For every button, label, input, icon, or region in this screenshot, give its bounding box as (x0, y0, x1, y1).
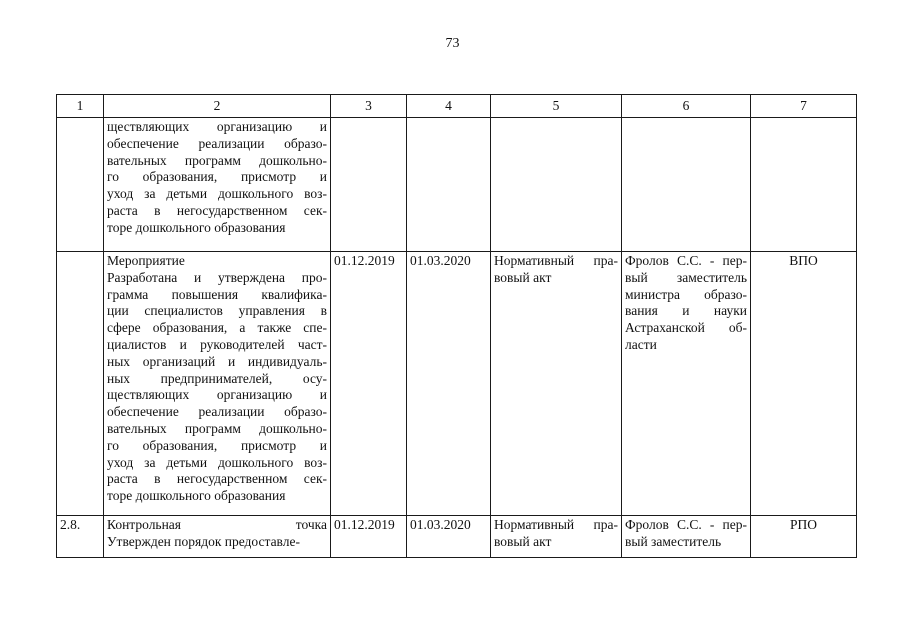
cell-description-line: торе дошкольного образования (107, 488, 286, 504)
cell-description-line: обеспечение реализации образо- (107, 135, 327, 151)
cell-description-line: грамма повышения квалифика- (107, 286, 327, 302)
cell-description-line: уход за детьми дошкольного воз- (107, 186, 327, 202)
table-row (57, 118, 857, 252)
cell-result-type-line: Нормативный пра- (494, 517, 618, 532)
cell-description-line: Контрольная точка (107, 517, 327, 532)
cell-start-date: 01.12.2019 (331, 516, 407, 558)
cell-result-type-line: вовый акт (494, 533, 552, 549)
cell-description-line: циалистов и руководителей част- (107, 336, 327, 352)
cell-description-line: раста в негосударственном сек- (107, 202, 327, 218)
cell-description-line: Утвержден порядок предоставле- (107, 533, 300, 549)
cell-responsible-line: Астраханской об- (625, 320, 747, 336)
cell-responsible-line: вый заместитель (625, 269, 747, 285)
cell-description-line: уход за детьми дошкольного воз- (107, 454, 327, 470)
cell-description-line: ществляющих организацию и (107, 119, 327, 134)
cell-start-date: 01.12.2019 (331, 252, 407, 516)
cell-description-line: го образования, присмотр и (107, 437, 327, 453)
cell-start-date (331, 118, 407, 252)
cell-responsible-line: вый заместитель (625, 533, 722, 549)
cell-description-line: ных организаций и индивидуаль- (107, 353, 327, 369)
header-col-2: 2 (104, 95, 331, 118)
cell-number (57, 118, 104, 252)
cell-responsible-line: Фролов С.С. - пер- (625, 517, 747, 532)
cell-description-line: вательных программ дошкольно- (107, 152, 327, 168)
cell-description-line: Разработана и утверждена про- (107, 269, 327, 285)
cell-responsible (622, 118, 751, 252)
cell-responsible (622, 252, 751, 516)
header-col-3: 3 (331, 95, 407, 118)
header-col-5: 5 (491, 95, 622, 118)
cell-description (104, 252, 331, 516)
cell-number (57, 252, 104, 516)
header-col-7: 7 (751, 95, 857, 118)
cell-description-line: вательных программ дошкольно- (107, 420, 327, 436)
plan-table (56, 94, 857, 558)
header-col-6: 6 (622, 95, 751, 118)
header-row (57, 95, 857, 118)
cell-description-line: торе дошкольного образования (107, 219, 286, 235)
cell-description-line: раста в негосударственном сек- (107, 471, 327, 487)
cell-description-line: го образования, присмотр и (107, 169, 327, 185)
cell-description-line: сфере образования, а также спе- (107, 320, 327, 336)
cell-description-line: Мероприятие (107, 253, 185, 268)
cell-responsible-line: Фролов С.С. - пер- (625, 253, 747, 268)
cell-responsible (622, 516, 751, 558)
cell-end-date (407, 118, 491, 252)
cell-result-type (491, 252, 622, 516)
cell-end-date: 01.03.2020 (407, 516, 491, 558)
table-row (57, 516, 857, 558)
header-col-4: 4 (407, 95, 491, 118)
cell-description (104, 118, 331, 252)
cell-end-date: 01.03.2020 (407, 252, 491, 516)
cell-result-type (491, 118, 622, 252)
cell-description (104, 516, 331, 558)
cell-number: 2.8. (57, 516, 104, 558)
cell-responsible-line: министра образо- (625, 286, 747, 302)
table-row (57, 252, 857, 516)
header-col-1: 1 (57, 95, 104, 118)
cell-level: ВПО (751, 252, 857, 516)
cell-responsible-line: ласти (625, 336, 657, 352)
cell-result-type (491, 516, 622, 558)
cell-level: РПО (751, 516, 857, 558)
cell-description-line: обеспечение реализации образо- (107, 404, 327, 420)
cell-level (751, 118, 857, 252)
page-number: 73 (445, 36, 460, 51)
cell-responsible-line: вания и науки (625, 303, 747, 319)
cell-description-line: ных предпринимателей, осу- (107, 370, 327, 386)
cell-result-type-line: Нормативный пра- (494, 253, 618, 268)
cell-result-type-line: вовый акт (494, 269, 552, 285)
cell-description-line: ществляющих организацию и (107, 387, 327, 403)
cell-description-line: ции специалистов управления в (107, 303, 327, 319)
